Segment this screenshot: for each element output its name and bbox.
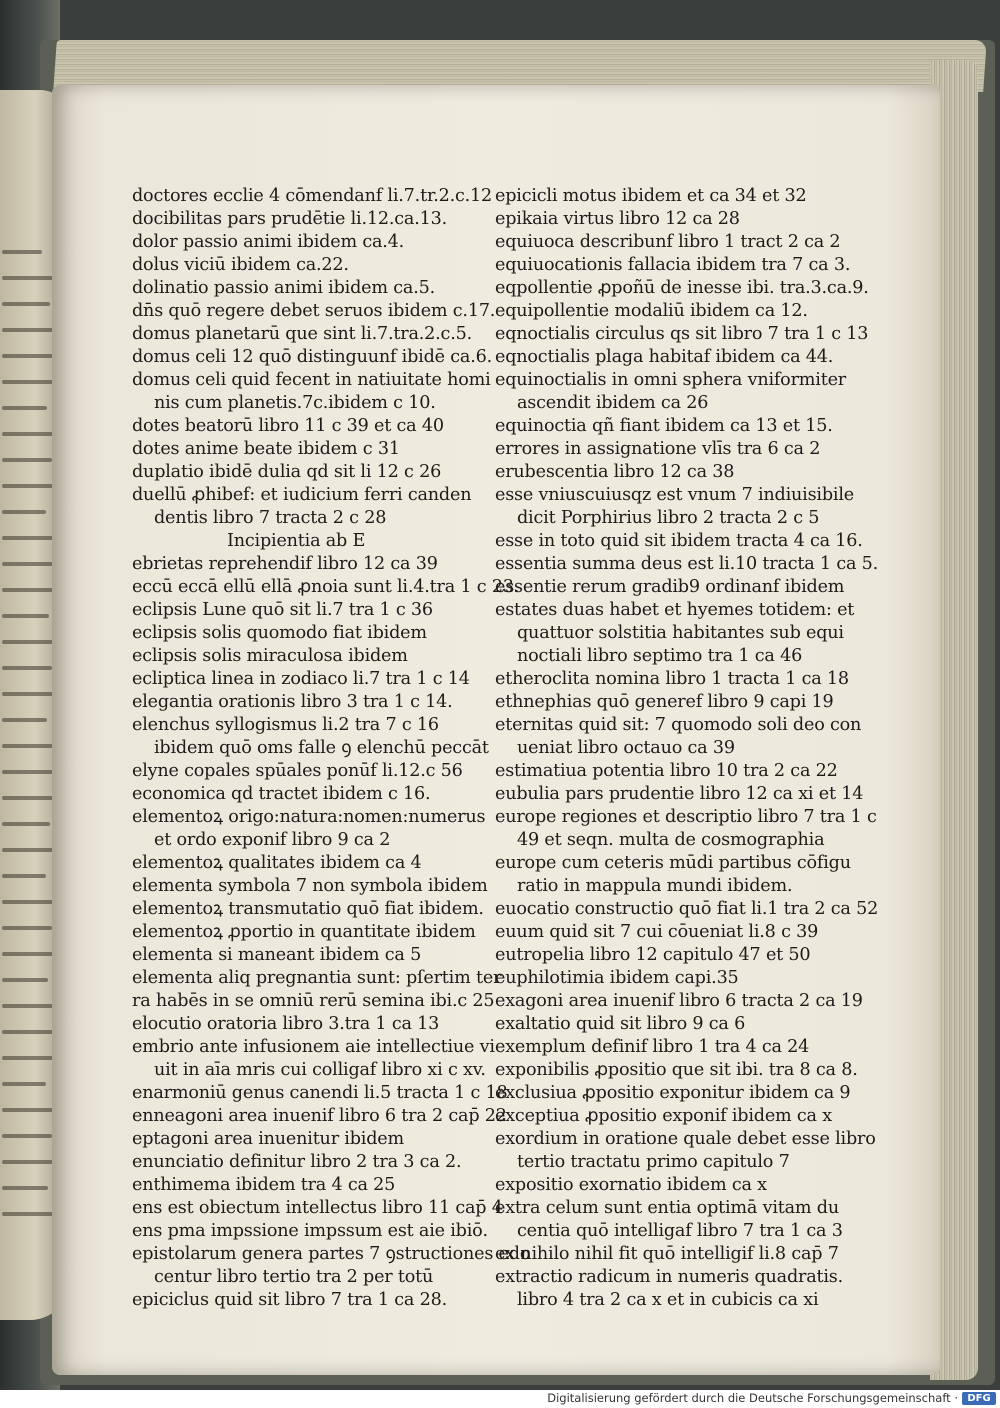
index-line: elementa aliq pregnantia sunt: pſertim ter bbox=[132, 968, 502, 988]
index-line: exagoni area inuenif libro 6 tracta 2 ca 19 bbox=[495, 991, 863, 1011]
index-line: eccū eccā ellū ellā ꝓnoia sunt li.4.tra 1 c 23. bbox=[132, 577, 520, 597]
index-line-continuation: noctiali libro septimo tra 1 ca 46 bbox=[517, 646, 803, 666]
index-line: eternitas quid sit: 7 quomodo soli deo con bbox=[495, 715, 862, 735]
index-line: elenchus syllogismus li.2 tra 7 c 16 bbox=[132, 715, 439, 735]
index-line: eutropelia libro 12 capitulo 47 et 50 bbox=[495, 945, 811, 965]
index-line: euocatio constructio quō fiat li.1 tra 2 ca 52 bbox=[495, 899, 879, 919]
index-line: elocutio oratoria libro 3.tra 1 ca 13 bbox=[132, 1014, 440, 1034]
index-line: euum quid sit 7 cui cōueniat li.8 c 39 bbox=[495, 922, 819, 942]
index-line-continuation: dentis libro 7 tracta 2 c 28 bbox=[154, 508, 387, 528]
index-line: errores in assignatione vlīs tra 6 ca 2 bbox=[495, 439, 821, 459]
index-line: equinoctia qñ fiant ibidem ca 13 et 15. bbox=[495, 416, 833, 436]
index-line: extra celum sunt entia optimā vitam du bbox=[495, 1198, 839, 1218]
index-line: duellū ꝓhibef: et iudicium ferri canden bbox=[132, 485, 472, 505]
index-line: exaltatio quid sit libro 9 ca 6 bbox=[495, 1014, 746, 1034]
index-line: equipollentie modaliū ibidem ca 12. bbox=[495, 301, 808, 321]
index-line: economica qd tractet ibidem c 16. bbox=[132, 784, 431, 804]
index-line: exordium in oratione quale debet esse libro bbox=[495, 1129, 876, 1149]
index-line: exceptiua ꝓpositio exponif ibidem ca x bbox=[495, 1106, 832, 1126]
index-line: enunciatio definitur libro 2 tra 3 ca 2. bbox=[132, 1152, 462, 1172]
index-line-continuation: dicit Porphirius libro 2 tracta 2 c 5 bbox=[517, 508, 820, 528]
index-line: essentia summa deus est li.10 tracta 1 ca 5. bbox=[495, 554, 879, 574]
index-line: eqnoctialis plaga habitaf ibidem ca 44. bbox=[495, 347, 834, 367]
index-line: ex nihilo nihil fit quō intelligif li.8 cap̄ 7 bbox=[495, 1244, 839, 1264]
index-line-continuation: centia quō intelligaf libro 7 tra 1 ca 3 bbox=[517, 1221, 843, 1241]
index-line: ens est obiectum intellectus libro 11 cap̄ 4 bbox=[132, 1198, 503, 1218]
index-line: eclipsis Lune quō sit li.7 tra 1 c 36 bbox=[132, 600, 433, 620]
index-line-continuation: ibidem quō oms falle ꝯ elenchū peccāt bbox=[154, 738, 489, 758]
section-heading: Incipientia ab E bbox=[227, 531, 366, 551]
index-line: domus celi quid fecent in natiuitate homi bbox=[132, 370, 491, 390]
index-line-continuation: et ordo exponif libro 9 ca 2 bbox=[154, 830, 391, 850]
index-line: ens pma impssione impssum est aie ibiō. bbox=[132, 1221, 488, 1241]
index-line: elegantia orationis libro 3 tra 1 c 14. bbox=[132, 692, 453, 712]
dfg-logo: DFG bbox=[962, 1392, 996, 1405]
index-line: ethnephias quō generef libro 9 capi 19 bbox=[495, 692, 834, 712]
index-line: enneagoni area inuenif libro 6 tra 2 cap̄ 22 bbox=[132, 1106, 507, 1126]
index-line-continuation: uit in aīa mris cui colligaf libro xi c xv. bbox=[154, 1060, 486, 1080]
index-line: ebrietas reprehendif libro 12 ca 39 bbox=[132, 554, 438, 574]
index-line: elementoꝝ origo:natura:nomen:numerus bbox=[132, 807, 486, 827]
index-line-continuation: ratio in mappula mundi ibidem. bbox=[517, 876, 793, 896]
index-line: doctores ecclie 4 cōmendanf li.7.tr.2.c.12 bbox=[132, 186, 493, 206]
index-line: europe regiones et descriptio libro 7 tra 1 c bbox=[495, 807, 877, 827]
index-line: dn̄s quō regere debet seruos ibidem c.17. bbox=[132, 301, 496, 321]
index-line: elementoꝝ transmutatio quō fiat ibidem. bbox=[132, 899, 484, 919]
index-line-continuation: nis cum planetis.7c.ibidem c 10. bbox=[154, 393, 436, 413]
index-line: equinoctialis in omni sphera vniformiter bbox=[495, 370, 846, 390]
index-line: elyne copales spūales ponūf li.12.c 56 bbox=[132, 761, 463, 781]
index-line: eptagoni area inuenitur ibidem bbox=[132, 1129, 404, 1149]
index-line: ecliptica linea in zodiaco li.7 tra 1 c 14 bbox=[132, 669, 470, 689]
index-line: equiuocationis fallacia ibidem tra 7 ca 3. bbox=[495, 255, 851, 275]
index-line: equiuoca describunf libro 1 tract 2 ca 2 bbox=[495, 232, 841, 252]
funding-credit-bar bbox=[0, 1390, 1000, 1408]
index-line: etheroclita nomina libro 1 tracta 1 ca 18 bbox=[495, 669, 849, 689]
index-line: europe cum ceteris mūdi partibus cōfigu bbox=[495, 853, 851, 873]
index-line: essentie rerum gradib9 ordinanf ibidem bbox=[495, 577, 845, 597]
index-line: eqpollentie ꝓpoñū de inesse ibi. tra.3.ca.9. bbox=[495, 278, 869, 298]
index-line: elementoꝝ ꝓportio in quantitate ibidem bbox=[132, 922, 476, 942]
index-line: dotes anime beate ibidem c 31 bbox=[132, 439, 400, 459]
index-page bbox=[52, 85, 940, 1375]
index-line: dolinatio passio animi ibidem ca.5. bbox=[132, 278, 435, 298]
index-line: elementoꝝ qualitates ibidem ca 4 bbox=[132, 853, 422, 873]
index-line-continuation: ascendit ibidem ca 26 bbox=[517, 393, 709, 413]
index-line: docibilitas pars prudētie li.12.ca.13. bbox=[132, 209, 447, 229]
index-line: dotes beatorū libro 11 c 39 et ca 40 bbox=[132, 416, 444, 436]
index-line: euphilotimia ibidem capi.35 bbox=[495, 968, 739, 988]
index-line: estates duas habet et hyemes totidem: et bbox=[495, 600, 855, 620]
index-line: enthimema ibidem tra 4 ca 25 bbox=[132, 1175, 396, 1195]
index-line: expositio exornatio ibidem ca x bbox=[495, 1175, 767, 1195]
index-line: duplatio ibidē dulia qd sit li 12 c 26 bbox=[132, 462, 442, 482]
index-line: domus planetarū que sint li.7.tra.2.c.5. bbox=[132, 324, 472, 344]
index-line: extractio radicum in numeris quadratis. bbox=[495, 1267, 844, 1287]
index-line: dolus viciū ibidem ca.22. bbox=[132, 255, 349, 275]
index-line: epistolarum genera partes 7 ꝯstructiones edo bbox=[132, 1244, 531, 1264]
index-line: exclusiua ꝓpositio exponitur ibidem ca 9 bbox=[495, 1083, 851, 1103]
index-line: erubescentia libro 12 ca 38 bbox=[495, 462, 735, 482]
index-line: elementa si maneant ibidem ca 5 bbox=[132, 945, 422, 965]
index-line: esse vniuscuiusqz est vnum 7 indiuisibile bbox=[495, 485, 854, 505]
index-line: exemplum definif libro 1 tra 4 ca 24 bbox=[495, 1037, 810, 1057]
index-line: epicicli motus ibidem et ca 34 et 32 bbox=[495, 186, 807, 206]
index-line: estimatiua potentia libro 10 tra 2 ca 22 bbox=[495, 761, 838, 781]
index-line: esse in toto quid sit ibidem tracta 4 ca 16. bbox=[495, 531, 863, 551]
index-line: exponibilis ꝓpositio que sit ibi. tra 8 ca 8. bbox=[495, 1060, 858, 1080]
index-line: epiciclus quid sit libro 7 tra 1 ca 28. bbox=[132, 1290, 447, 1310]
index-line-continuation: 49 et seqn. multa de cosmographia bbox=[517, 830, 825, 850]
index-line: eclipsis solis quomodo fiat ibidem bbox=[132, 623, 427, 643]
index-line: eubulia pars prudentie libro 12 ca xi et 14 bbox=[495, 784, 864, 804]
index-line: eclipsis solis miraculosa ibidem bbox=[132, 646, 408, 666]
index-line-continuation: tertio tractatu primo capitulo 7 bbox=[517, 1152, 790, 1172]
index-line-continuation: centur libro tertio tra 2 per totū bbox=[154, 1267, 434, 1287]
index-line: enarmoniū genus canendi li.5 tracta 1 c 18 bbox=[132, 1083, 508, 1103]
index-line: embrio ante infusionem aie intellectiue vi bbox=[132, 1037, 495, 1057]
index-line: dolor passio animi ibidem ca.4. bbox=[132, 232, 405, 252]
index-line: epikaia virtus libro 12 ca 28 bbox=[495, 209, 740, 229]
index-line-continuation: libro 4 tra 2 ca x et in cubicis ca xi bbox=[517, 1290, 819, 1310]
funding-credit-text: Digitalisierung gefördert durch die Deutsche Forschungsgemeinschaft · bbox=[547, 1391, 958, 1405]
index-line: domus celi 12 quō distinguunf ibidē ca.6. bbox=[132, 347, 492, 367]
index-line: ra habēs in se omniū rerū semina ibi.c 25 bbox=[132, 991, 495, 1011]
index-line: elementa symbola 7 non symbola ibidem bbox=[132, 876, 488, 896]
index-line: eqnoctialis circulus qs sit libro 7 tra 1 c 13 bbox=[495, 324, 869, 344]
index-line-continuation: quattuor solstitia habitantes sub equi bbox=[517, 623, 844, 643]
index-line-continuation: ueniat libro octauo ca 39 bbox=[517, 738, 735, 758]
